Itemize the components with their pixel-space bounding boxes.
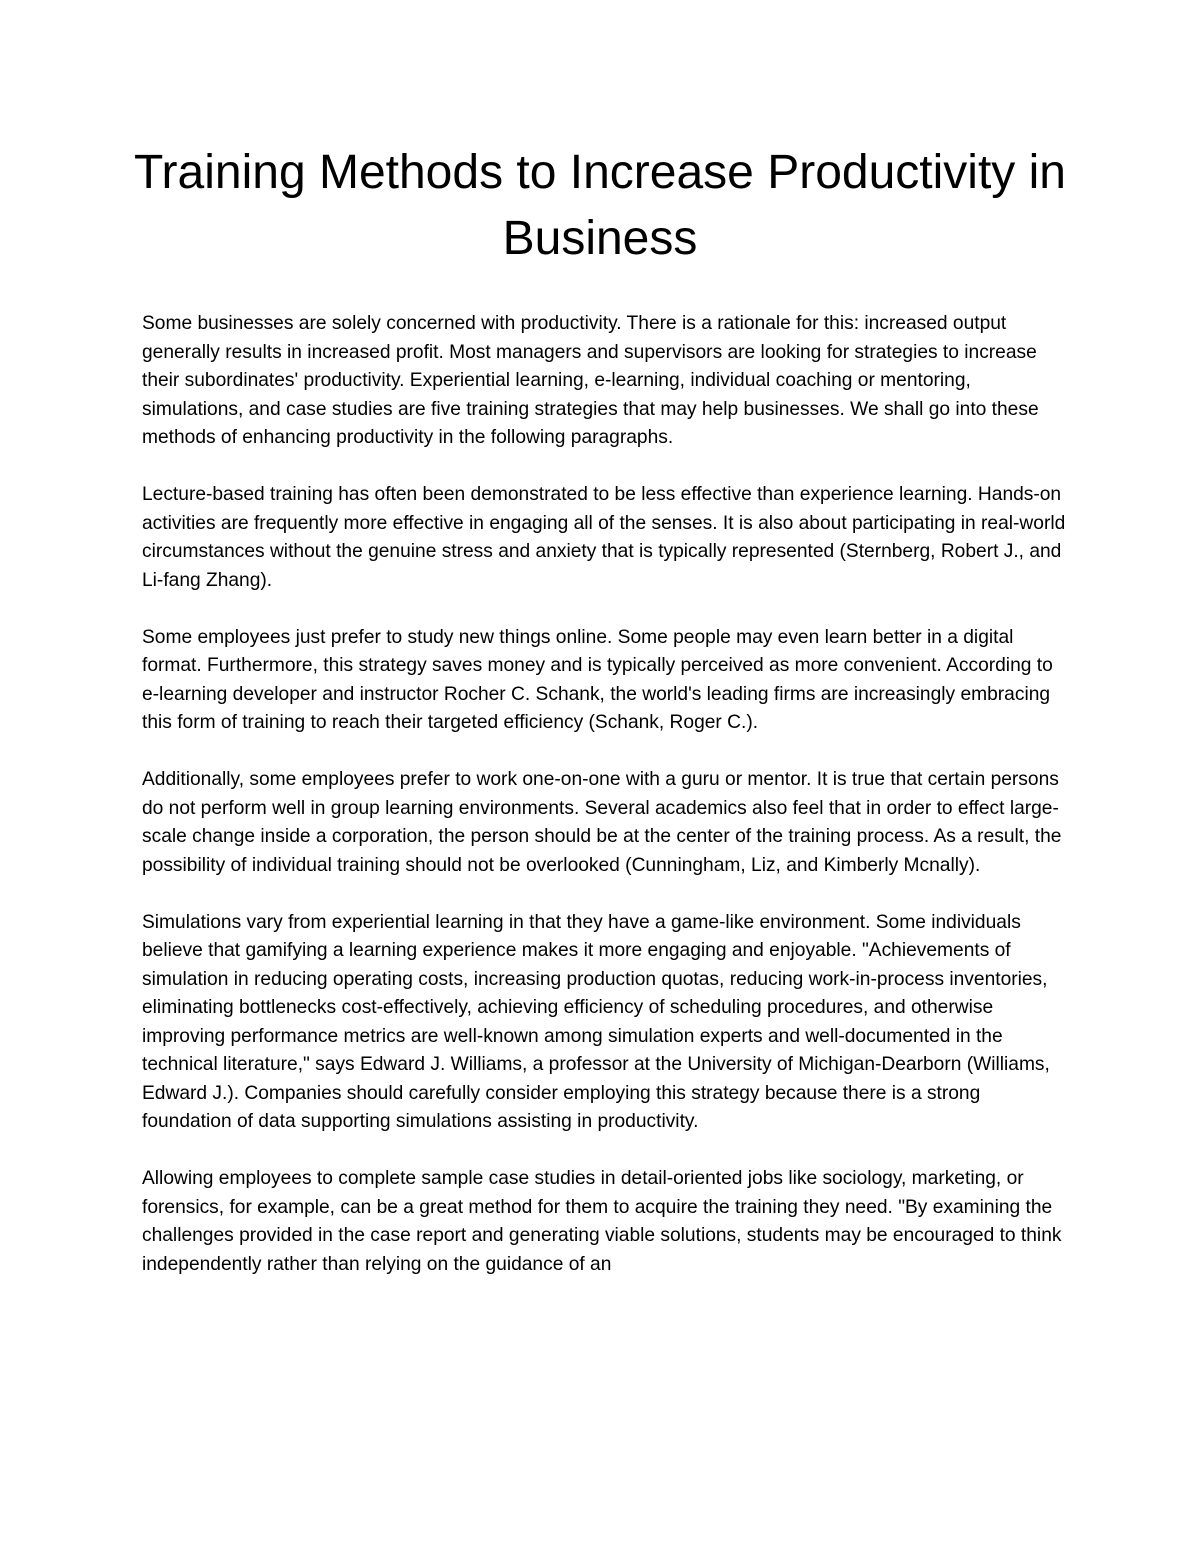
paragraph-e-learning: Some employees just prefer to study new things online. Some people may even learn better in a digital format. Furthermore, this strategy saves money and is typically perceived as more convenient. According to e-learning developer and instructor Rocher C. Schank, the world's leading firms are increasingly embracing this form of training to reach their targeted efficiency (Schank, Roger C.).	[142, 626, 1053, 733]
paragraph-experiential-learning: Lecture-based training has often been demonstrated to be less effective than experience learning. Hands-on activities are frequently more effective in engaging all of the senses. It is also about participating in real-world circumstances without the genuine stress and anxiety that is typically represented (Sternberg, Robert J., and Li-fang Zhang).	[142, 484, 1066, 591]
paragraph-case-studies: Allowing employees to complete sample case studies in detail-oriented jobs like sociology, marketing, or forensics, for example, can be a great method for them to acquire the training they need. "By examining the challenges provided in the case report and generating viable solutions, students may be encouraged to think independently rather than relying on the guidance of an	[142, 1168, 1062, 1275]
paragraph-simulations: Simulations vary from experiential learning in that they have a game-like environment. Some individuals believe that gamifying a learning experience makes it more engaging and enjoyable. "Achievements of simulation in reducing operating costs, increasing production quotas, reducing work-in-process inventories, eliminating bottlenecks cost-effectively, achieving efficiency of scheduling procedures, and otherwise improving performance metrics are well-known among simulation experts and well-documented in the technical literature," says Edward J. Williams, a professor at the University of Michigan-Dearborn (Williams, Edward J.). Companies should carefully consider employing this strategy because there is a strong foundation of data supporting simulations assisting in productivity.	[142, 911, 1050, 1132]
document-body	[142, 310, 1067, 1308]
paragraph-intro: Some businesses are solely concerned with productivity. There is a rationale for this: increased output generally results in increased profit. Most managers and supervisors are looking for strategies to increase their subordinates' productivity. Experiential learning, e-learning, individual coaching or mentoring, simulations, and case studies are five training strategies that may help businesses. We shall go into these methods of enhancing productivity in the following paragraphs.	[142, 313, 1039, 448]
document-title: Training Methods to Increase Productivity in Business	[134, 146, 1066, 265]
paragraph-individual-coaching: Additionally, some employees prefer to work one-on-one with a guru or mentor. It is true that certain persons do not perform well in group learning environments. Several academics also feel that in order to effect large-scale change inside a corporation, the person should be at the center of the training process. As a result, the possibility of individual training should not be overlooked (Cunningham, Liz, and Kimberly Mcnally).	[142, 769, 1062, 876]
